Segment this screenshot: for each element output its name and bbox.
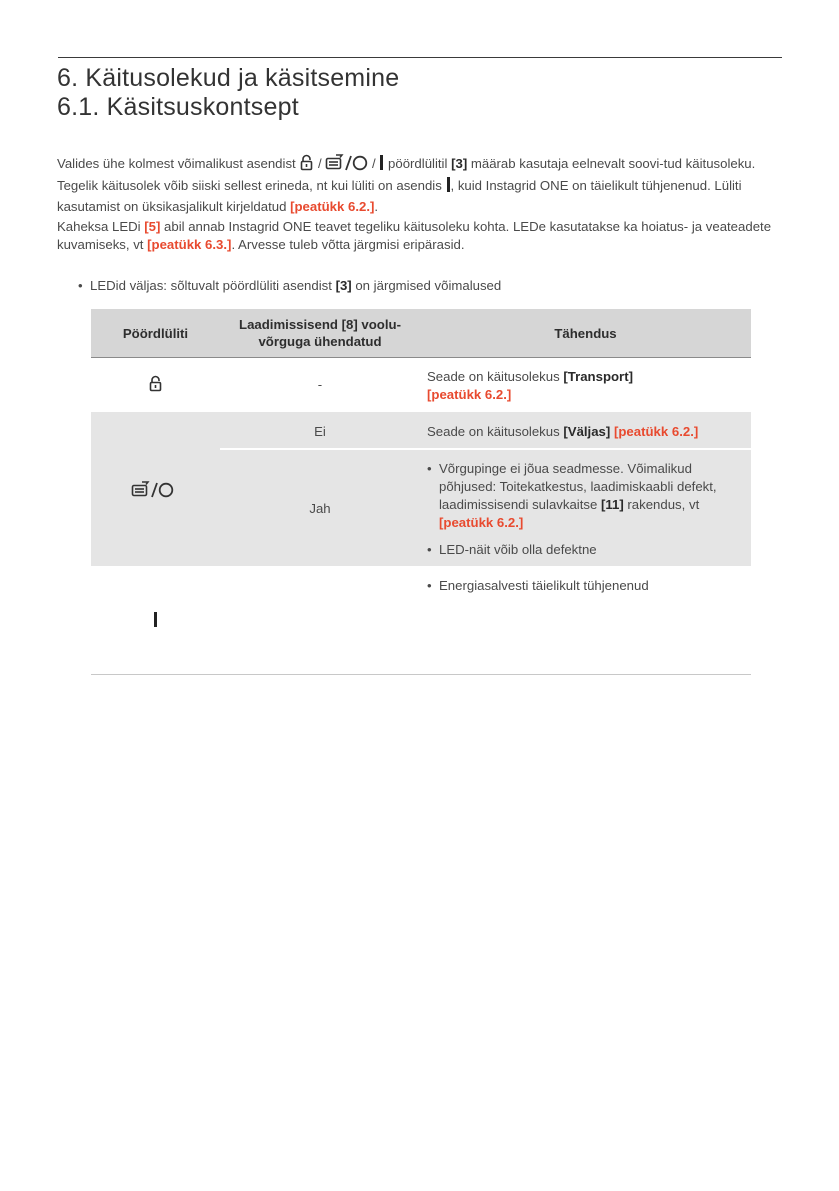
off-circle-icon bbox=[150, 481, 174, 503]
table-header bbox=[91, 309, 751, 358]
battery-bolt-icon bbox=[131, 481, 150, 503]
table-bottom-rule bbox=[91, 674, 751, 675]
chapter-link[interactable]: [peatükk 6.2.] bbox=[439, 515, 524, 530]
on-bar-icon bbox=[153, 611, 158, 633]
row1-meaning: Seade on käitusolekus [Transport] [peatükk 6.2.] bbox=[427, 369, 633, 402]
header-charging: Laadimissisend [8] voolu-võrguga ühendatud bbox=[239, 317, 401, 349]
chapter-title: 6. Käitusolekud ja käsitsemine bbox=[57, 64, 400, 92]
section-title: 6.1. Käsitsuskontsept bbox=[57, 93, 299, 121]
row-divider bbox=[220, 448, 751, 450]
header-switch: Pöördlüliti bbox=[122, 326, 189, 341]
intro-paragraph-2: Kaheksa LEDi [5] abil annab Instagrid ONE teavet tegeliku käitusoleku kohta. LEDe kasutatakse ka hoiatus- ja veateadete kuvamiseks, vt [peatükk 6.3.]. Arvesse tuleb võtta järgmisi eripärasid. bbox=[57, 219, 772, 252]
battery-bolt-icon bbox=[325, 154, 344, 176]
chapter-link[interactable]: [peatükk 6.2.] bbox=[613, 424, 699, 439]
row2a-meaning: Seade on käitusolekus [Väljas] [peatükk 6.2.] bbox=[427, 424, 699, 439]
top-rule bbox=[58, 57, 782, 58]
bullet-item: • LEDid väljas: sõltuvalt pöördlüliti asendist [3] on järgmised võimalused bbox=[78, 278, 502, 293]
off-circle-icon bbox=[344, 154, 368, 176]
list-item: • Energiasalvesti täielikult tühjenenud bbox=[427, 577, 743, 595]
chapter-link[interactable]: [peatükk 6.2.] bbox=[290, 199, 375, 214]
intro-paragraph-1: Valides ühe kolmest võimalikust asendist / / pöördlülitil [3] määrab kasutaja eelnevalt soovi-tud käitusoleku. Tegelik käitusolek võib siiski sellest erineda, nt kui lüliti on asendis , kuid Instagrid ONE on täielikult tühjenenud. Lüliti kasutamist on üksikasjalikult kirjeldatud [peatükk 6.2.]. bbox=[57, 156, 756, 214]
row2b-charging: Jah bbox=[309, 501, 331, 516]
lock-icon bbox=[299, 154, 314, 176]
battery-off-symbol bbox=[131, 481, 174, 503]
chapter-link[interactable]: [peatükk 6.2.] bbox=[427, 387, 512, 402]
list-item: • Võrgupinge ei jõua seadmesse. Võimalikud põhjused: Toitekatkestus, laadimiskaabli defekt, laadimissisendi sulavkaitse [11] rakendus, vt [peatükk 6.2.] bbox=[427, 460, 743, 532]
list-item: • LED-näit võib olla defektne bbox=[427, 541, 743, 559]
row2a-charging: Ei bbox=[314, 424, 326, 439]
row1-charging: - bbox=[317, 377, 323, 392]
row3-meaning bbox=[427, 577, 743, 595]
header-meaning: Tähendus bbox=[554, 326, 617, 341]
row2b-meaning bbox=[427, 460, 743, 559]
lock-icon bbox=[148, 375, 163, 397]
chapter-link[interactable]: [peatükk 6.3.] bbox=[147, 237, 232, 252]
